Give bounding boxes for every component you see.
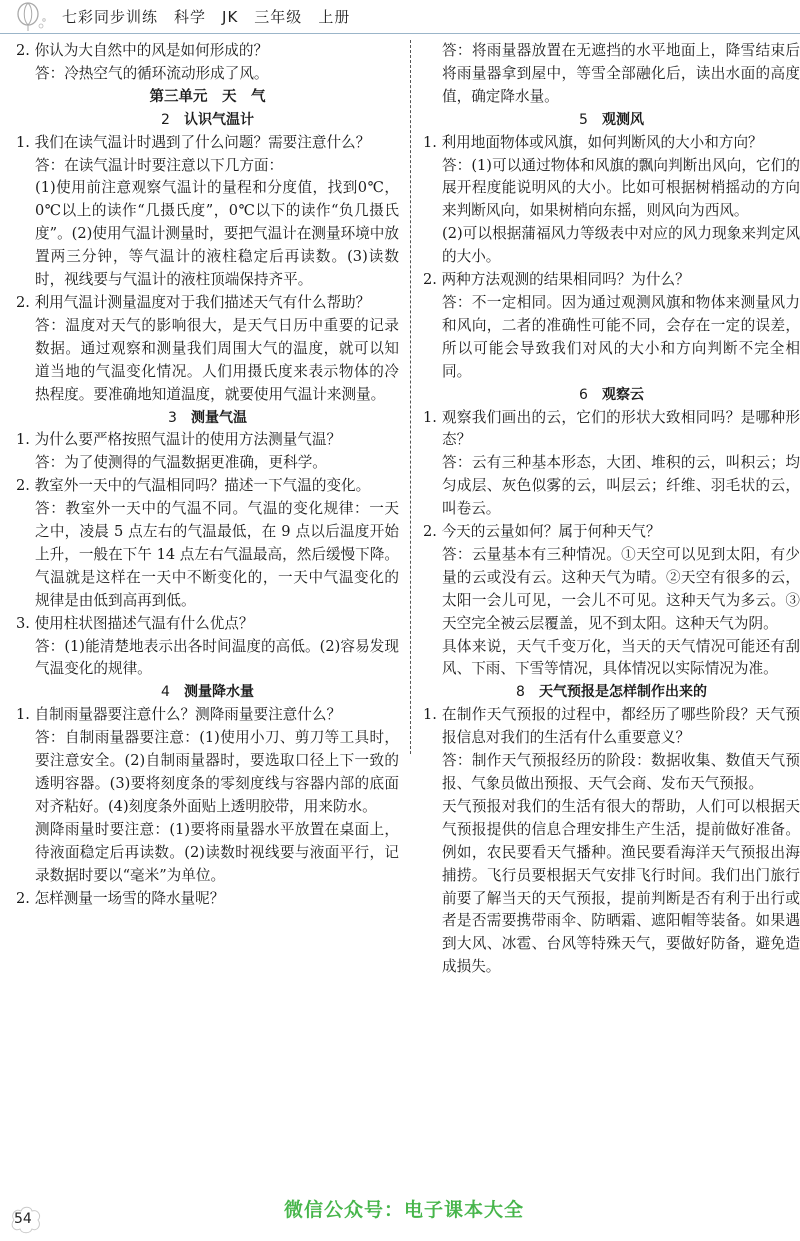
question: 1. 我们在读气温计时遇到了什么问题？需要注意什么？ bbox=[16, 133, 371, 151]
answer: 答：为了使测得的气温数据更准确，更科学。 bbox=[35, 454, 327, 472]
section-title: 测量降水量 bbox=[183, 684, 254, 701]
answer: 答：云有三种基本形态，大团、堆积的云，叫积云；均匀成层、灰色似雾的云，叫层云；纤维、羽毛状的云，叫卷云。 bbox=[442, 454, 800, 518]
page-number-badge bbox=[8, 1204, 44, 1236]
question: 1. 自制雨量器要注意什么？测降雨量要注意什么？ bbox=[16, 706, 342, 724]
section-title: 测量气温 bbox=[190, 409, 247, 426]
section-heading bbox=[16, 681, 399, 704]
question: 3. 使用柱状图描述气温有什么优点？ bbox=[16, 614, 254, 632]
section-heading bbox=[423, 109, 800, 132]
column-divider bbox=[410, 40, 411, 754]
section-heading bbox=[423, 384, 800, 407]
balloon-logo-icon bbox=[14, 2, 48, 32]
question: 2. 教室外一天中的气温相同吗？描述一下气温的变化。 bbox=[16, 477, 371, 495]
answer: (1)使用前注意观察气温计的量程和分度值，找到0℃，0℃以上的读作“几摄氏度”，0℃以下的读作“负几摄氏度”。(2)使用气温计测量时，要把气温计在测量环境中放置两三分钟，等气温计的液柱稳定后再读数。(3)读数时，视线要与气温计的液柱顶端保持齐平。 bbox=[35, 179, 399, 289]
page-header bbox=[0, 0, 800, 34]
left-column bbox=[16, 40, 399, 910]
watermark-text: 微信公众号：电子课本大全 bbox=[284, 1199, 525, 1221]
answer: (2)可以根据蒲福风力等级表中对应的风力现象来判定风的大小。 bbox=[442, 225, 800, 266]
section-number: 4 bbox=[161, 684, 170, 701]
section-number: 2 bbox=[161, 111, 170, 128]
answer: 答：将雨量器放置在无遮挡的水平地面上，降雪结束后将雨量器拿到屋中，等雪全部融化后，读出水面的高度值，确定降水量。 bbox=[442, 42, 800, 105]
header-edition: JK bbox=[222, 8, 239, 26]
question: 1. 为什么要严格按照气温计的使用方法测量气温？ bbox=[16, 431, 342, 449]
answer: 测降雨量时要注意：(1)要将雨量器水平放置在桌面上，待液面稳定后再读数。(2)读数时视线要与液面平行，记录数据时要以“毫米”为单位。 bbox=[35, 820, 399, 884]
question: 1. 观察我们画出的云，它们的形状大致相同吗？是哪种形态？ bbox=[423, 408, 800, 449]
answer: 答：教室外一天中的气温不同。气温的变化规律：一天之中，凌晨 5 点左右的气温最低，在 9 点以后温度开始上升，一般在下午 14 点左右气温最高，然后缓慢下降。气温就是这样在一天中不断变化的，一天中气温变化的规律是由低到高再到低。 bbox=[35, 500, 399, 609]
section-title: 认识气温计 bbox=[183, 111, 254, 128]
question: 2. 两种方法观测的结果相同吗？为什么？ bbox=[423, 271, 690, 289]
section-number: 8 bbox=[516, 684, 525, 701]
question: 2. 今天的云量如何？属于何种天气？ bbox=[423, 523, 661, 541]
section-heading bbox=[16, 109, 399, 132]
answer: 答：冷热空气的循环流动形成了风。 bbox=[35, 64, 269, 82]
section-number: 5 bbox=[579, 111, 588, 128]
unit-title: 第三单元 天 气 bbox=[149, 88, 266, 105]
section-title: 天气预报是怎样制作出来的 bbox=[538, 684, 707, 701]
section-heading bbox=[16, 407, 399, 430]
answer: 答：温度对天气的影响很大，是天气日历中重要的记录数据。通过观察和测量我们周围大气的温度，就可以知道当地的气温变化情况。人们用摄氏度来表示物体的冷热程度。要准确地知道温度，就要使用气温计来测量。 bbox=[35, 316, 399, 403]
header-volume: 上册 bbox=[318, 8, 351, 26]
answer: 答：(1)可以通过物体和风旗的飘向判断出风向，它们的展开程度能说明风的大小。比如可根据树梢摇动的方向来判断风向，如果树梢向东摇，则风向为西风。 bbox=[442, 156, 800, 220]
question: 1. 利用地面物体或风旗，如何判断风的大小和方向？ bbox=[423, 133, 763, 151]
section-title: 观测风 bbox=[601, 111, 644, 128]
section-number: 3 bbox=[168, 409, 177, 426]
header-series: 七彩同步训练 bbox=[62, 8, 159, 26]
answer: 答：云量基本有三种情况。①天空可以见到太阳，有少量的云或没有云。这种天气为晴。②天空有很多的云，太阳一会儿可见，一会儿不可见。这种天气为多云。③天空完全被云层覆盖，见不到太阳。这种天气为阴。 bbox=[442, 545, 800, 632]
header-grade: 三年级 bbox=[254, 8, 303, 26]
section-number: 6 bbox=[579, 386, 588, 403]
answer: 答：在读气温计时要注意以下几方面： bbox=[35, 156, 284, 174]
answer: 答：制作天气预报经历的阶段：数据收集、数值天气预报、气象员做出预报、天气会商、发布天气预报。 bbox=[442, 752, 800, 792]
question: 1. 在制作天气预报的过程中，都经历了哪些阶段？天气预报信息对我们的生活有什么重要意义？ bbox=[423, 706, 800, 747]
answer: 答：不一定相同。因为通过观测风旗和物体来测量风力和风向，二者的准确性可能不同，会存在一定的误差，所以可能会导致我们对风的大小和方向判断不完全相同。 bbox=[442, 293, 800, 380]
section-heading bbox=[423, 681, 800, 704]
header-rule bbox=[0, 33, 800, 34]
question: 2. 利用气温计测量温度对于我们描述天气有什么帮助？ bbox=[16, 293, 371, 311]
answer: 天气预报对我们的生活有很大的帮助，人们可以根据天气预报提供的信息合理安排生产生活，提前做好准备。例如，农民要看天气播种。渔民要看海洋天气预报出海捕捞。飞行员要根据天气安排飞行时间。我们出门旅行前要了解当天的天气预报，提前判断是否有利于出行或者是否需要携带雨伞、防晒霜、遮阳帽等装备。如果遇到大风、冰雹、台风等特殊天气，要做好防备，避免造成损失。 bbox=[442, 797, 800, 976]
question: 2. 你认为大自然中的风是如何形成的？ bbox=[16, 42, 269, 59]
answer: 答：(1)能清楚地表示出各时间温度的高低。(2)容易发现气温变化的规律。 bbox=[35, 637, 399, 678]
question: 2. 怎样测量一场雪的降水量呢？ bbox=[16, 889, 225, 907]
right-column bbox=[423, 40, 800, 979]
header-title bbox=[62, 6, 366, 27]
header-subject: 科学 bbox=[174, 8, 207, 26]
page-number: 54 bbox=[14, 1211, 32, 1227]
answer: 具体来说，天气千变万化，当天的天气情况可能还有刮风、下雨、下雪等情况，具体情况以实际情况为准。 bbox=[442, 637, 800, 678]
answer: 答：自制雨量器要注意：(1)使用小刀、剪刀等工具时，要注意安全。(2)自制雨量器时，要选取口径上下一致的透明容器。(3)要将刻度条的零刻度线与容器内部的底面对齐粘好。(4)刻度条外面贴上透明胶带，用来防水。 bbox=[35, 729, 399, 815]
section-title: 观察云 bbox=[601, 386, 644, 403]
